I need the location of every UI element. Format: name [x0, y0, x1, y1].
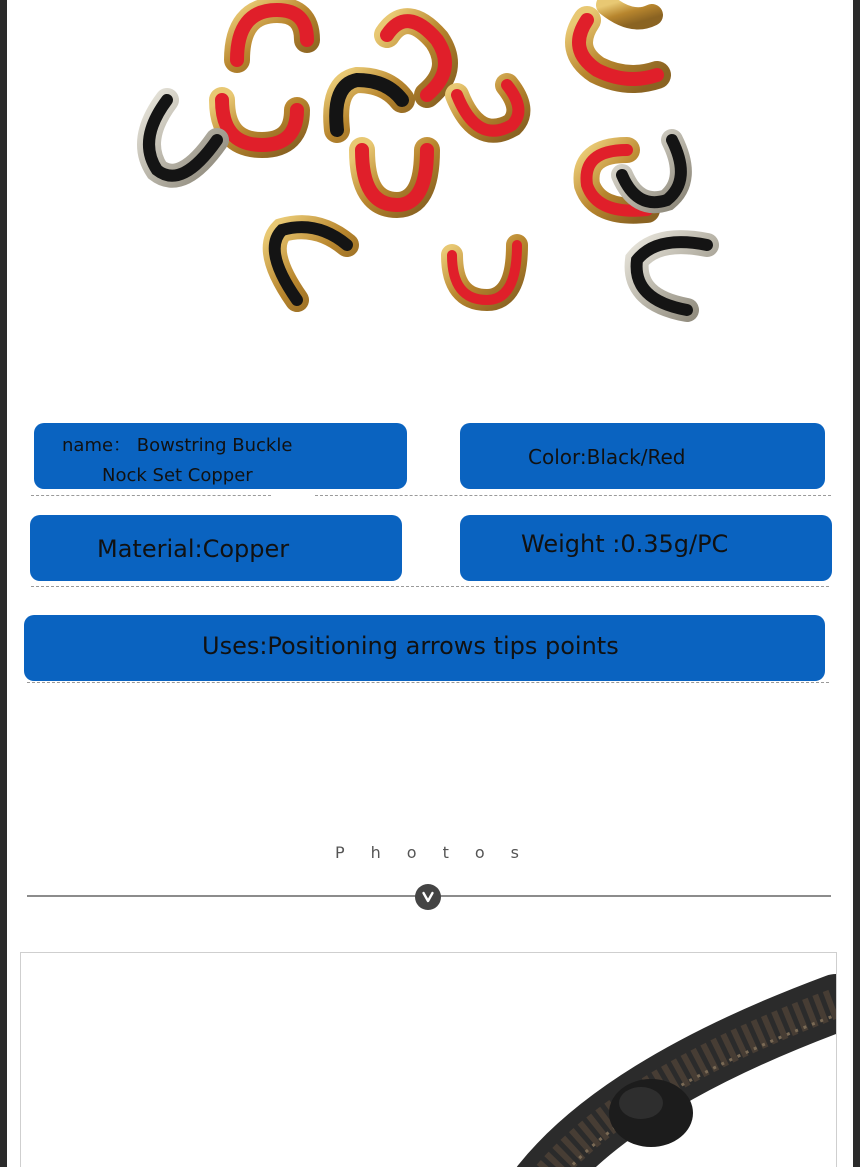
spec-material-pill — [30, 515, 402, 581]
spec-name-line2: Nock Set Copper — [102, 465, 253, 486]
divider — [315, 495, 831, 496]
section-title-photos: Photos — [335, 843, 545, 862]
spec-uses-pill — [24, 615, 825, 681]
divider — [27, 682, 829, 683]
product-image-nocks — [7, 0, 853, 380]
divider — [31, 495, 271, 496]
product-page — [7, 0, 853, 1167]
spec-weight: Weight :0.35g/PC — [521, 530, 729, 558]
spec-name-line1: name： Bowstring Buckle — [62, 435, 293, 456]
spec-uses: Uses:Positioning arrows tips points — [202, 632, 619, 660]
product-photo-frame — [20, 952, 837, 1167]
divider — [31, 586, 829, 587]
spec-name-pill — [34, 423, 407, 489]
spec-weight-pill — [460, 515, 832, 581]
spec-color-pill — [460, 423, 825, 489]
chevron-down-icon — [415, 884, 441, 910]
bowstring-photo — [21, 953, 836, 1167]
spec-color: Color:Black/Red — [528, 445, 686, 469]
spec-material: Material:Copper — [97, 535, 290, 563]
